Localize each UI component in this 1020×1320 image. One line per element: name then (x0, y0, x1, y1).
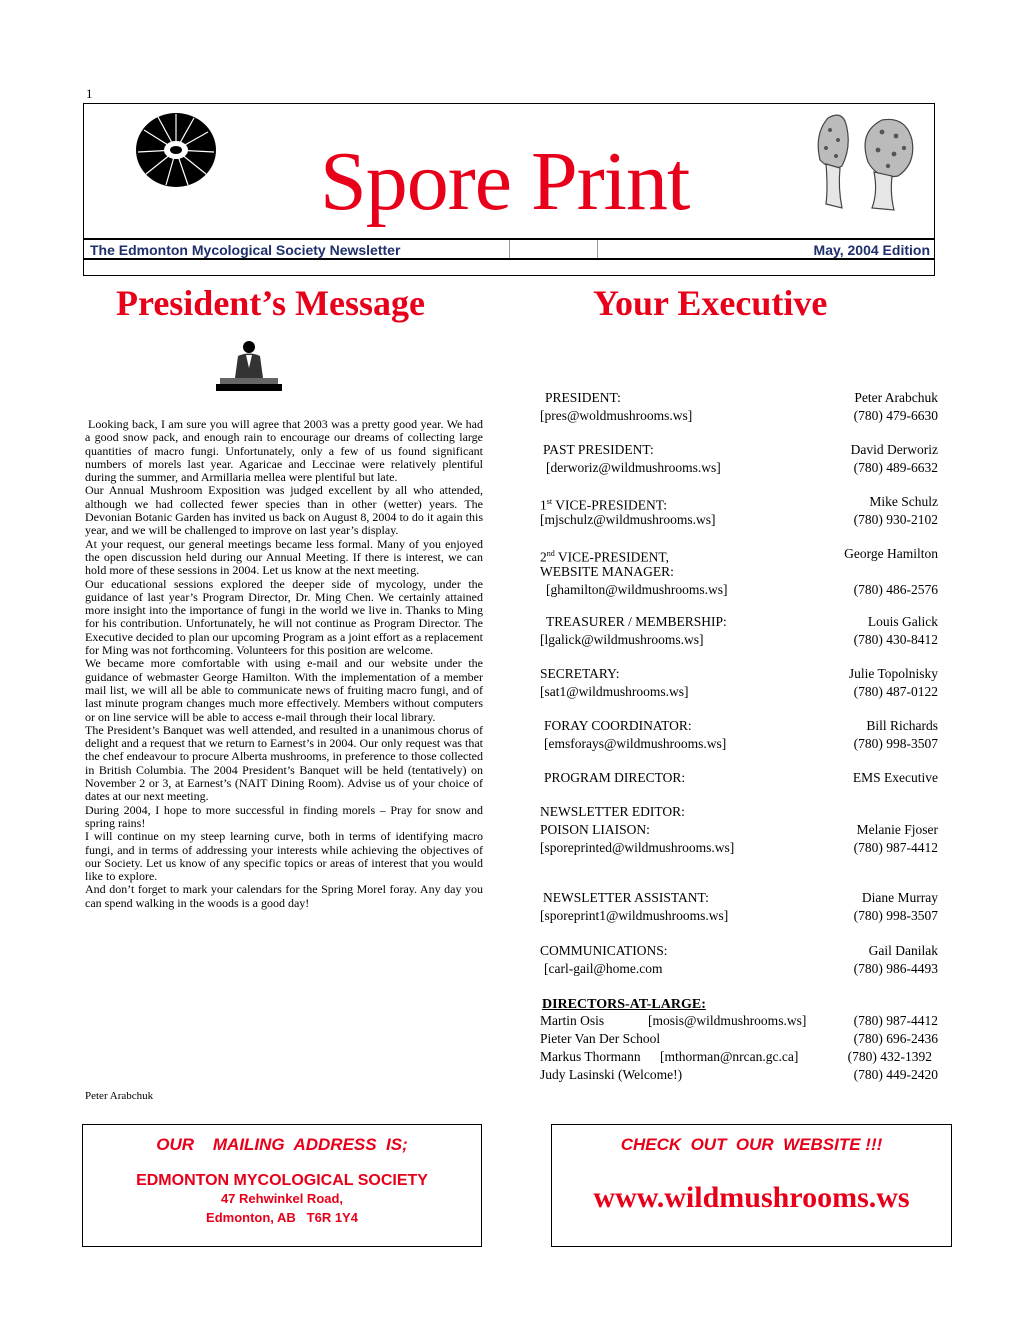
exec-treasurer (540, 613, 938, 649)
exec-foray (540, 717, 938, 753)
website-link[interactable]: www.wildmushrooms.ws (593, 1181, 910, 1214)
exec-role: FORAY COORDINATOR: (544, 718, 692, 733)
divider (597, 240, 598, 258)
exec-role: PAST PRESIDENT: (543, 442, 654, 457)
exec-name: EMS Executive (852, 770, 938, 785)
exec-name: Louis Galick (867, 614, 938, 629)
president-message-heading: President’s Message (116, 283, 425, 323)
exec-email: [sat1@wildmushrooms.ws] (540, 684, 689, 699)
exec-role: WEBSITE MANAGER: (540, 564, 674, 579)
director-row: Pieter Van Der School (780) 696-2436 (540, 1031, 938, 1046)
mailing-street: 47 Rehwinkel Road, (220, 1191, 344, 1206)
directors-list (540, 1012, 938, 1084)
exec-phone: (780) 930-2102 (853, 512, 938, 527)
exec-newsletter (540, 803, 938, 857)
exec-role: PRESIDENT: (545, 390, 621, 405)
exec-email: [sporeprint1@wildmushrooms.ws] (540, 908, 729, 923)
newsletter-title: Spore Print (320, 135, 690, 228)
mailing-city: Edmonton, AB T6R 1Y4 (206, 1210, 358, 1225)
exec-phone: (780) 986-4493 (853, 961, 938, 976)
exec-name: Mike Schulz (869, 494, 938, 509)
exec-program (540, 769, 938, 787)
morel-mushrooms-icon (812, 110, 924, 214)
masthead-edition: May, 2004 Edition (813, 242, 930, 258)
director-row: Martin Osis [mosis@wildmushrooms.ws] (780) 987-4412 (540, 1013, 938, 1028)
exec-email: [carl-gail@home.com (544, 961, 663, 976)
message-paragraph: Looking back, I am sure you will agree that 2003 was a pretty good year. We had a good snow pack, and enough rain to encourage our dreams of collecting large quantities of macro fungi. Unfortunately, only a few of us found significant numbers of morels last year. Agaricae and Leccinae were relatively plentiful during the summer, and Armillaria mellea were plentiful but late. (85, 417, 483, 485)
exec-name: David Derworiz (850, 442, 938, 457)
exec-past-president (540, 441, 938, 477)
exec-vp2 (540, 545, 938, 599)
exec-phone: (780) 998-3507 (853, 736, 938, 751)
exec-role: 1st VICE-PRESIDENT: (540, 497, 668, 513)
mailing-address-box (82, 1124, 482, 1247)
message-paragraph: I will continue on my steep learning curve, both in terms of identifying macro fungi, and in terms of addressing your interests while achieving the objectives of our Society. Let us know of any specific topics or areas of interest that you would like to explore. (85, 829, 483, 884)
message-paragraph: The President’s Banquet was well attended, and resulted in a unanimous chorus of delight and a request that we return to Earnest’s in 2004. Our only request was that the chef endeavour to procure Alberta mushrooms, in preference to those collected in British Columbia. The 2004 President’s Banquet will be held (tentatively) on November 2 or 3, at Earnest’s (NAIT Dining Room). Advise us of your choice of dates at our next meeting. (85, 722, 483, 804)
exec-phone: (780) 487-0122 (853, 684, 938, 699)
message-paragraph: At your request, our general meetings became less formal. Many of you enjoyed the open discussion held during our Annual Meeting. If there is interest, we can hold more of these sessions in 2004. Let us know at the next meeting. (85, 536, 483, 578)
president-podium-icon (216, 338, 282, 392)
exec-role: POISON LIAISON: (540, 822, 650, 837)
message-paragraph: Our educational sessions explored the deeper side of mycology, under the guidance of last year’s Program Director, Dr. Ming Chen. We certainly attained more insight into the importance of fungi in the world we live in. Thanks to Ming for his contribution. Unfortunately, he will not continue as Program Director. The Executive decided to plan our upcoming Program as a joint effort as a replacement for Ming was not forthcoming. Volunteers for this position are welcome. (85, 576, 483, 658)
exec-role: 2nd VICE-PRESIDENT, (540, 549, 669, 565)
exec-communications (540, 942, 938, 978)
exec-name: Diane Murray (861, 890, 938, 905)
page-number: 1 (86, 86, 93, 101)
message-paragraph: And don’t forget to mark your calendars for the Spring Morel foray. Any day you can spend walking in the woods is a good day! (85, 882, 483, 910)
exec-name: Gail Danilak (868, 943, 938, 958)
exec-role: NEWSLETTER EDITOR: (540, 804, 685, 819)
exec-email: [sporeprinted@wildmushrooms.ws] (540, 840, 735, 855)
exec-email: [mjschulz@wildmushrooms.ws] (540, 512, 716, 527)
mailing-heading: OUR MAILING ADDRESS IS; (156, 1135, 408, 1154)
exec-role: TREASURER / MEMBERSHIP: (546, 614, 727, 629)
exec-vp1 (540, 493, 938, 529)
masthead-subtitle: The Edmonton Mycological Society Newsletter (90, 242, 401, 258)
exec-secretary (540, 665, 938, 701)
exec-email: [lgalick@wildmushrooms.ws] (540, 632, 704, 647)
exec-role: SECRETARY: (540, 666, 620, 681)
exec-email: [emsforays@wildmushrooms.ws] (544, 736, 727, 751)
exec-phone: (780) 998-3507 (853, 908, 938, 923)
message-paragraph: Our Annual Mushroom Exposition was judged excellent by all who attended, although we had collected fewer species than in other (wetter) years. The Devonian Botanic Garden has invited us back on August 8, 2004 to do it again this year, and we will be challenged to improve on last year’s display. (85, 483, 483, 538)
spore-print-logo-icon (132, 108, 220, 190)
exec-name: Peter Arabchuk (854, 390, 938, 405)
message-paragraph: During 2004, I hope to more successful in finding morels – Pray for snow and spring rains! (85, 802, 483, 830)
mailing-org: EDMONTON MYCOLOGICAL SOCIETY (136, 1172, 428, 1189)
president-message-body (85, 418, 483, 910)
divider (509, 240, 510, 258)
exec-president (540, 389, 938, 425)
message-signature: Peter Arabchuk (85, 1090, 154, 1102)
exec-phone: (780) 489-6632 (853, 460, 938, 475)
exec-phone: (780) 987-4412 (853, 840, 938, 855)
exec-phone: (780) 430-8412 (853, 632, 938, 647)
exec-phone: (780) 479-6630 (853, 408, 938, 423)
director-row: Judy Lasinski (Welcome!) (780) 449-2420 (540, 1067, 938, 1082)
exec-assistant (540, 889, 938, 925)
exec-email: [ghamilton@wildmushrooms.ws] (546, 582, 728, 597)
director-row: Markus Thormann [mthorman@nrcan.gc.ca] (780) 432-1392 (540, 1049, 932, 1064)
exec-role: PROGRAM DIRECTOR: (544, 770, 686, 785)
directors-heading: DIRECTORS-AT-LARGE: (542, 997, 706, 1012)
exec-name: Bill Richards (866, 718, 938, 733)
exec-name: George Hamilton (844, 546, 938, 561)
your-executive-heading: Your Executive (593, 283, 828, 323)
exec-phone: (780) 486-2576 (853, 582, 938, 597)
exec-name: Julie Topolnisky (848, 666, 938, 681)
exec-name: Melanie Fjoser (856, 822, 938, 837)
exec-role: COMMUNICATIONS: (540, 943, 668, 958)
exec-email: [pres@woldmushrooms.ws] (540, 408, 693, 423)
exec-email: [derworiz@wildmushrooms.ws] (546, 460, 721, 475)
website-box (551, 1124, 952, 1247)
masthead-subtitle-bar (84, 238, 934, 260)
website-heading: CHECK OUT OUR WEBSITE !!! (620, 1135, 883, 1154)
message-paragraph: We became more comfortable with using e-mail and our website under the guidance of webmaster George Hamilton. With the implementation of a member mail list, we will all be able to communicate news of fruiting macro fungi, and of last minute program changes much more effectively. Members without computers or on line service will be able to access e-mail through their local library. (85, 656, 483, 724)
exec-role: NEWSLETTER ASSISTANT: (543, 890, 709, 905)
